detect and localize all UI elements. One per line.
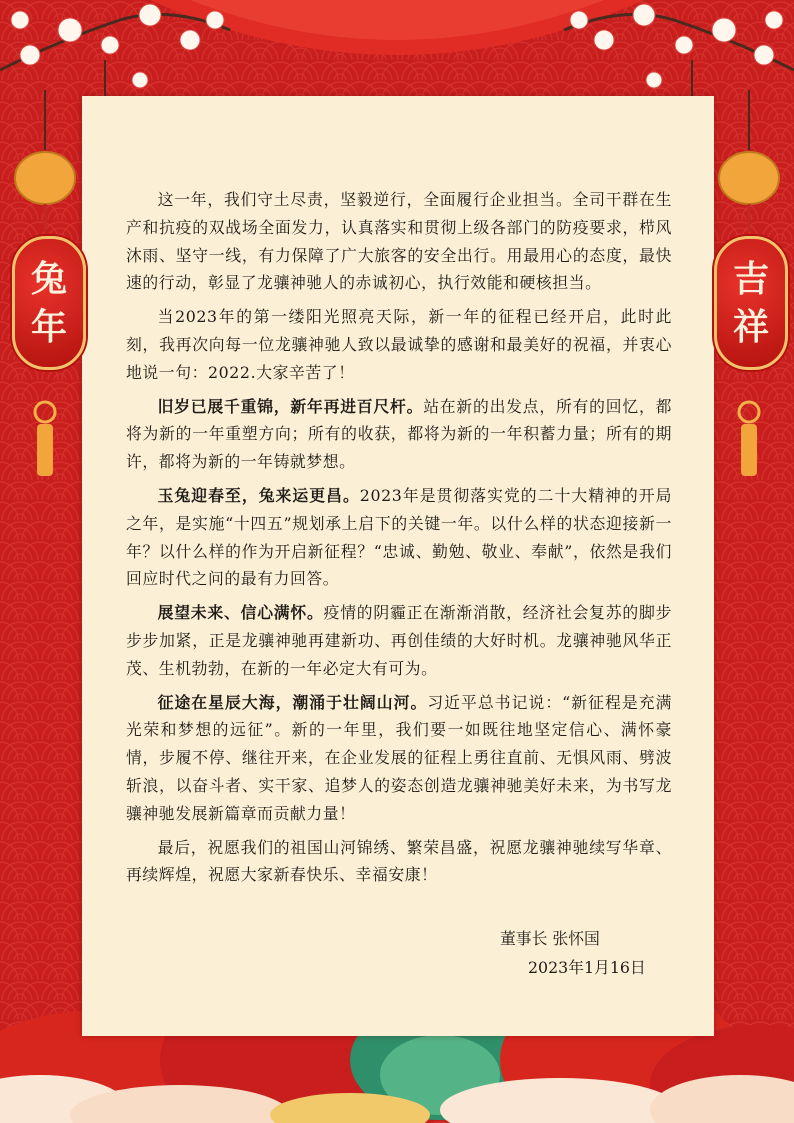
paragraph-heading: 征途在星辰大海，潮涌于壮阔山河。 <box>157 692 428 712</box>
paragraph-3 <box>126 393 672 476</box>
auspicious-badge <box>714 236 788 370</box>
paragraph-heading: 展望未来、信心满怀。 <box>157 603 324 623</box>
rabbit-year-badge <box>12 236 86 370</box>
signature-title: 董事长 张怀国 <box>500 929 600 948</box>
paragraph-text: 2023年是贯彻落实党的二十大精神的开局之年，是实施“十四五”规划承上启下的关键一年。以什么样的状态迎接新一年？以什么样的作为开启新征程？“忠诚、勤勉、敬业、奉献”，依然是我们回应时代之问的最有力回答。 <box>126 485 672 589</box>
badge-char: 兔 <box>30 258 67 300</box>
paragraph-heading: 玉兔迎春至，兔来运更昌。 <box>157 485 360 505</box>
letter-body <box>126 186 672 895</box>
paragraph-text: 疫情的阴霾正在渐渐消散，经济社会复苏的脚步步步加紧，正是龙骧神驰再建新功、再创佳绩的大好时机。龙骧神驰风华正茂、生机勃勃，在新的一年必定大有可为。 <box>126 603 672 678</box>
badge-char: 祥 <box>732 306 769 348</box>
paragraph-6 <box>126 689 672 828</box>
badge-char: 年 <box>30 306 67 348</box>
paragraph-5 <box>126 599 672 682</box>
signature-date: 2023年1月16日 <box>528 958 646 977</box>
badge-char: 吉 <box>732 258 769 300</box>
paragraph-2: 当2023年的第一缕阳光照亮天际，新一年的征程已经开启，此时此刻，我再次向每一位龙骧神驰人致以最诚挚的感谢和最美好的祝福，并衷心地说一句：2022.大家辛苦了！ <box>126 307 672 382</box>
paragraph-7: 最后，祝愿我们的祖国山河锦绣、繁荣昌盛，祝愿龙骧神驰续写华章、再续辉煌，祝愿大家新春快乐、幸福安康！ <box>126 837 672 885</box>
paragraph-text: 站在新的出发点，所有的回忆，都将为新的一年重塑方向；所有的收获，都将为新的一年积蓄力量；所有的期许，都将为新的一年铸就梦想。 <box>126 396 672 472</box>
paragraph-1: 这一年，我们守土尽责，坚毅逆行，全面履行企业担当。全司干群在生产和抗疫的双战场全面发力，认真落实和贯彻上级各部门的防疫要求，栉风沐雨、坚守一线，有力保障了广大旅客的安全出行。用最用心的态度，最快速的行动，彰显了龙骧神驰人的赤诚初心，执行效能和硬核担当。 <box>126 190 672 293</box>
paragraph-4 <box>126 482 672 593</box>
paragraph-text: 习近平总书记说：“新征程是充满光荣和梦想的远征”。新的一年里，我们要一如既往地坚定信心、满怀豪情，步履不停、继往开来，在企业发展的征程上勇往直前、无惧风雨、劈波斩浪，以奋斗者、实干家、追梦人的姿态创造龙骧神驰美好未来，为书写龙骧神驰发展新篇章而贡献力量！ <box>126 692 672 823</box>
paragraph-heading: 旧岁已展千重锦，新年再进百尺杆。 <box>157 396 424 416</box>
